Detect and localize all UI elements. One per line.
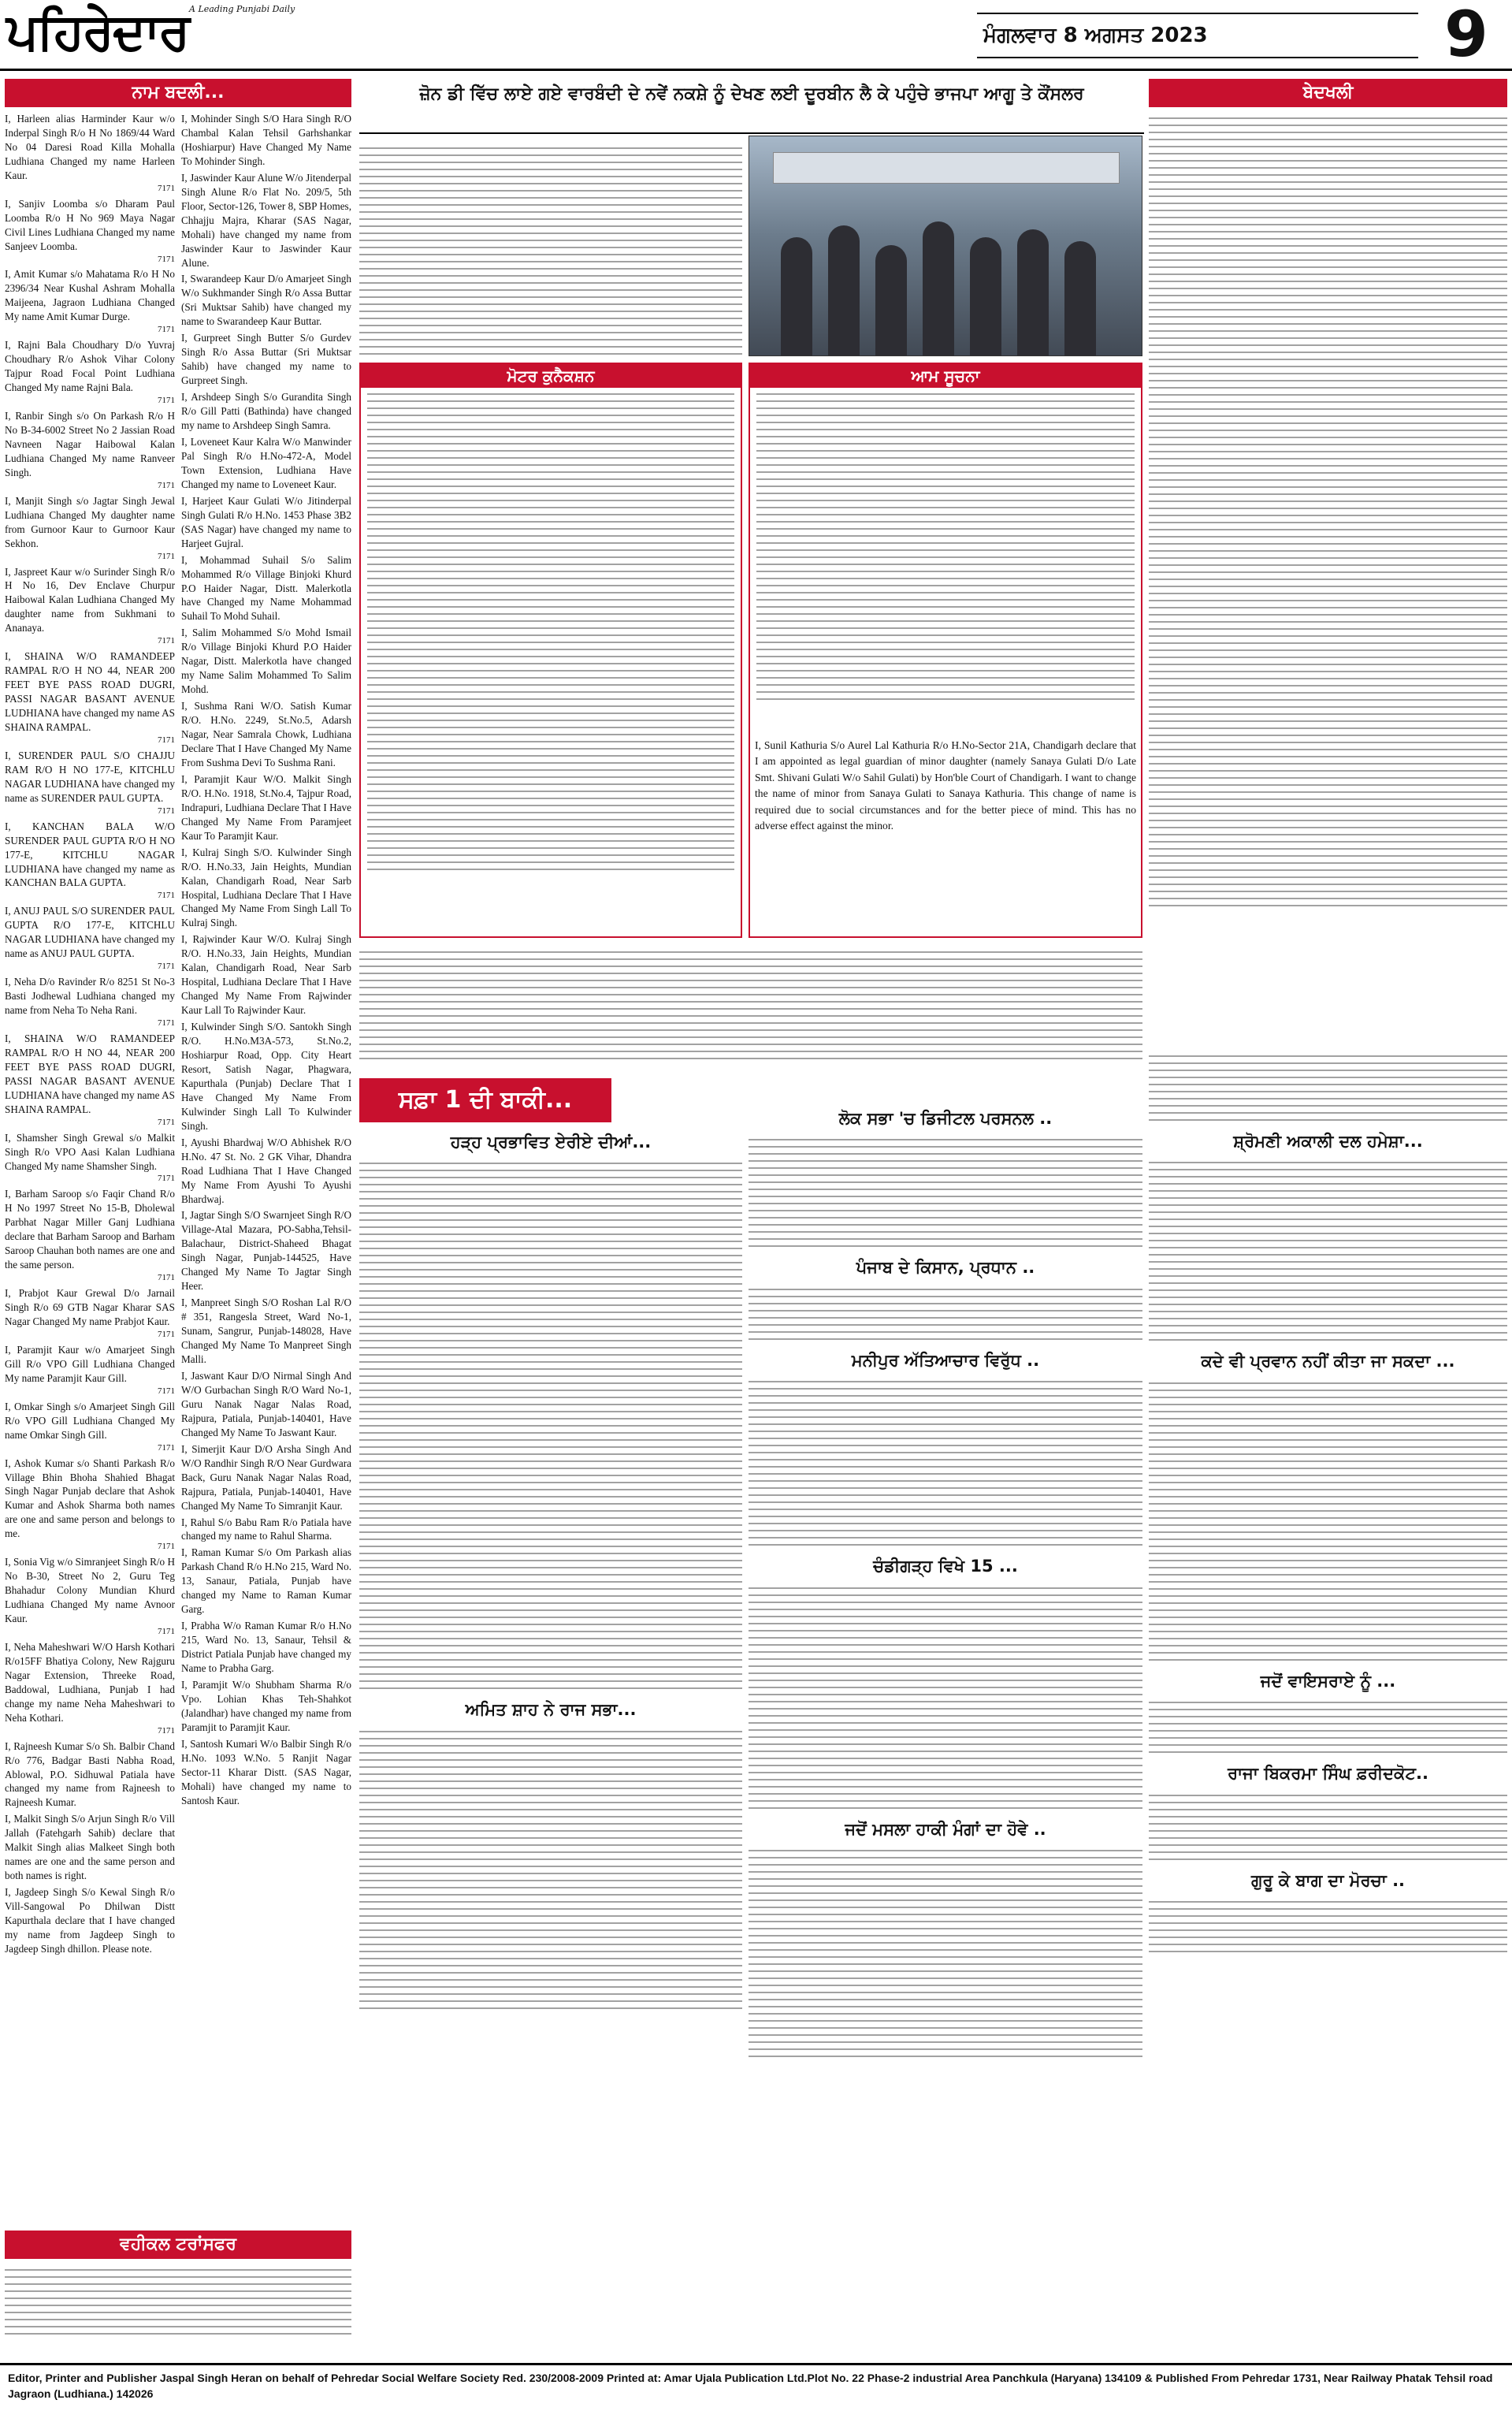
lead-story-text xyxy=(359,142,742,355)
name-change-notice xyxy=(5,494,175,563)
notice-code: 7171 xyxy=(158,806,175,816)
name-change-notice xyxy=(5,749,175,817)
notice-text: I, Mohammad Suhail S/o Salim Mohammed R/o Village Binjoki Khurd P.O Haider Nagar, Distt. Malerkotla have Changed my Name Mohammad Suhail To Mohd Suhail. xyxy=(181,553,351,623)
name-change-notice xyxy=(5,112,175,195)
headline-guru-ka-bagh: ਗੁਰੂ ਕੇ ਬਾਗ ਦਾ ਮੋਰਚਾ .. xyxy=(1250,1870,1406,1890)
notice-text: I, Ashok Kumar s/o Shanti Parkash R/o Village Bhin Bhoha Shahied Bhagat Singh Nagar Punjab declare that Ashok Kumar and Ashok Sharma both names are one and same person and belongs to me. xyxy=(5,1457,175,1540)
notice-text: I, Jaswant Kaur D/O Nirmal Singh And W/O Gurbachan Singh R/O Ward No-1, Guru Nanak Nagar Nalas Road, Rajpura, Patiala, Punjab-140401, Have Changed My Name To Jaswant Kaur. xyxy=(181,1369,351,1438)
name-change-notice xyxy=(5,1187,175,1284)
name-change-notice xyxy=(5,975,175,1029)
name-change-notice xyxy=(5,1640,175,1737)
name-change-notice xyxy=(5,267,175,336)
notice-code: 7171 xyxy=(158,1386,175,1396)
notice-code: 7171 xyxy=(158,962,175,972)
notice-code: 7171 xyxy=(158,1018,175,1028)
notice-code: 7171 xyxy=(158,325,175,335)
notice-text: I, Rahul S/o Babu Ram R/o Patiala have changed my name to Rahul Sharma. xyxy=(181,1516,351,1542)
notice-code: 7171 xyxy=(158,735,175,745)
notice-text: I, Paramjit Kaur W/O. Malkit Singh R/O. H.No. 1918, St.No.4, Tajpur Road, Indrapuri, Ludhiana Declare That I Have Changed My Name From Paramjeet Kaur To Paramjit Kaur. xyxy=(181,772,351,842)
notice-text: I, Paramjit W/o Shubham Sharma R/o Vpo. Lohian Khas Teh-Shahkot (Jalandhar) have changed my name from Paramjit to Paramjit Kaur. xyxy=(181,1678,351,1733)
continued-left-column xyxy=(359,1127,742,2357)
name-change-notice xyxy=(181,390,351,433)
headline-flood: ਹੜ੍ਹ ਪ੍ਰਭਾਵਿਤ ਏਰੀਏ ਦੀਆਂ... xyxy=(450,1133,652,1152)
notice-text: I, Santosh Kumari W/o Balbir Singh R/o H.No. 1093 W.No. 5 Ranjit Nagar Sector-11 Kharar Distt. (SAS Nagar, Mohali) have changed my name to Santosh Kaur. xyxy=(181,1737,351,1806)
notice-text: I, Sushma Rani W/O. Satish Kumar R/O. H.No. 2249, St.No.5, Adarsh Nagar, Near Samrala Chowk, Ludhiana Declare That I Have Changed My Name From Sushma Devi To Sushma Rani. xyxy=(181,700,351,768)
name-change-notice xyxy=(181,553,351,624)
name-change-notice xyxy=(5,565,175,648)
name-change-notice xyxy=(5,1286,175,1341)
notice-text: I, Rajni Bala Choudhary D/o Yuvraj Choudhary R/o Ashok Vihar Colony Tajpur Road Focal Point Ludhiana Changed My name Rajni Bala. xyxy=(5,339,175,394)
headline-punjab-farmers: ਪੰਜਾਬ ਦੇ ਕਿਸਾਨ, ਪ੍ਰਧਾਨ .. xyxy=(856,1258,1035,1278)
notice-code: 7171 xyxy=(158,1273,175,1283)
name-change-notice xyxy=(181,1442,351,1513)
name-change-notice xyxy=(181,772,351,843)
notice-code: 7171 xyxy=(158,396,175,406)
notice-text: I, Omkar Singh s/o Amarjeet Singh Gill R/o VPO Gill Ludhiana Changed My name Omkar Singh Gill. xyxy=(5,1400,175,1441)
name-change-notice xyxy=(181,626,351,697)
notice-code: 7171 xyxy=(158,1117,175,1127)
headline-manipur: ਮਨੀਪੁਰ ਅੱਤਿਆਚਾਰ ਵਿਰੁੱਧ .. xyxy=(851,1350,1040,1370)
name-change-notice xyxy=(181,494,351,551)
notice-code: 7171 xyxy=(158,551,175,561)
notice-code: 7171 xyxy=(158,1174,175,1184)
name-change-notice xyxy=(181,699,351,770)
headline-hockey: ਜਦੋਂ ਮਸਲਾ ਹਾਕੀ ਮੰਗਾਂ ਦਾ ਹੋਵੇ .. xyxy=(845,1819,1046,1839)
name-change-notice xyxy=(5,1555,175,1638)
masthead xyxy=(0,0,1512,71)
notice-code: 7171 xyxy=(158,183,175,193)
name-change-notice xyxy=(5,1343,175,1397)
news-photo xyxy=(749,136,1142,356)
name-change-notice xyxy=(181,112,351,169)
right-continued-stories xyxy=(1149,1050,1507,2342)
vehicle-transfer-text xyxy=(5,2264,351,2366)
notice-text: I, Harleen alias Harminder Kaur w/o Inderpal Singh R/o H No 1869/44 Ward No 04 Daresi Road Killa Mohalla Ludhiana Changed my name Harleen Kaur. xyxy=(5,113,175,181)
name-change-notice xyxy=(181,1136,351,1207)
headline-chandigarh: ਚੰਡੀਗੜ੍ਹ ਵਿਖੇ 15 ... xyxy=(873,1557,1018,1576)
notice-text: I, Simerjit Kaur D/O Arsha Singh And W/O Randhir Singh R/O Near Gurdwara Back, Guru Nanak Nagar Nalas Road, Rajpura, Patiala, Punjab-140401, Have Changed My Name To Simranjit Kaur. xyxy=(181,1442,351,1512)
notice-text: I, Sonia Vig w/o Simranjeet Singh R/o H No B-30, Street No 2, Guru Teg Bhahadur Colony Mundian Khurd Ludhiana Changed My name Avnoor Kaur. xyxy=(5,1556,175,1625)
name-change-notice xyxy=(181,272,351,329)
dateline: ਮੰਗਲਵਾਰ 8 ਅਗਸਤ 2023 xyxy=(977,13,1418,58)
name-change-notice xyxy=(5,820,175,902)
headline-never-accepted: ਕਦੇ ਵੀ ਪ੍ਰਵਾਨ ਨਹੀਂ ਕੀਤਾ ਜਾ ਸਕਦਾ ... xyxy=(1201,1352,1455,1371)
notice-text: I, Swarandeep Kaur D/o Amarjeet Singh W/o Sukhmander Singh R/o Assa Buttar (Sri Muktsar Sahib) have changed my name to Swarandeep Kaur Buttar. xyxy=(181,273,351,328)
name-change-column xyxy=(5,79,351,2357)
section-title-eviction: ਬੇਦਖਲੀ xyxy=(1149,79,1507,107)
notice-code: 7171 xyxy=(158,480,175,490)
name-change-notice xyxy=(181,1296,351,1367)
notice-text: I, Jagdeep Singh S/o Kewal Singh R/o Vill-Sangowal Po Dhilwan Distt Kapurthala declare that I have changed my name from Jagdeep Singh to Jagdeep Singh dhillon. Please note. xyxy=(5,1886,175,1955)
name-change-notice xyxy=(5,904,175,973)
headline-viceroy: ਜਦੋਂ ਵਾਇਸਰਾਏ ਨੂੰ ... xyxy=(1260,1671,1396,1691)
notice-text: I, Malkit Singh S/o Arjun Singh R/o Vill Jallah (Fatehgarh Sahib) declare that Malkit Singh alias Malkeet Singh both names are one and the same person and both names is right. xyxy=(5,1813,175,1882)
name-change-notice xyxy=(5,649,175,746)
eviction-column xyxy=(1149,79,1507,2357)
notice-text: I, Loveneet Kaur Kalra W/o Manwinder Pal Singh R/o H.No-472-A, Model Town Extension, Ludhiana Have Changed my name to Loveneet Kaur. xyxy=(181,435,351,490)
name-change-notice xyxy=(5,1400,175,1454)
notice-text: I, Harjeet Kaur Gulati W/o Jitinderpal Singh Gulati R/o H.No. 1453 Phase 3B2 (SAS Nagar) have changed my name to Harjeet Gujral. xyxy=(181,494,351,549)
name-change-notice xyxy=(5,1131,175,1185)
name-change-notice xyxy=(181,932,351,1018)
notice-text: I, SURENDER PAUL S/O CHAJJU RAM R/O H NO 177-E, KITCHLU NAGAR LUDHIANA have changed my name as SURENDER PAUL GUPTA. xyxy=(5,749,175,804)
notice-text: I, Rajneesh Kumar S/o Sh. Balbir Chand R/o 776, Badgar Basti Nabha Road, Ablowal, P.O. Sidhuwal Patiala have changed my name from Rajneesh to Rajneesh Kumar. xyxy=(5,1739,175,1809)
guardian-notice: I, Sunil Kathuria S/o Aurel Lal Kathuria R/o H.No-Sector 21A, Chandigarh declare that I am appointed as legal guardian of minor daughter (namely Sanaya Gulati D/o Late Smt. Shivani Gulati W/o Sahil Gulati) by Hon'ble Court of Chandigarh. I want to change the name of minor from Sanaya Gulati to Sanaya Kathuria. This change of name is required due to social circumstances and for the better piece of mind. This has no adverse effect against the minor. xyxy=(755,739,1136,832)
notice-text: I, Paramjit Kaur w/o Amarjeet Singh Gill R/o VPO Gill Ludhiana Changed My name Paramjit Kaur Gill. xyxy=(5,1343,175,1384)
notice-code: 7171 xyxy=(158,1725,175,1736)
name-change-notice xyxy=(181,1516,351,1544)
notice-text: I, Mohinder Singh S/O Hara Singh R/O Chambal Kalan Tehsil Garhshankar (Hoshiarpur) Have Changed My Name To Mohinder Singh. xyxy=(181,113,351,167)
notice-text: I, Prabha W/o Raman Kumar R/o H.No 215, Ward No. 13, Sanaur, Tehsil & District Patiala Punjab have changed my Name to Prabha Garg. xyxy=(181,1620,351,1675)
name-change-notice xyxy=(181,1369,351,1440)
notice-text: I, Sanjiv Loomba s/o Dharam Paul Loomba R/o H No 969 Maya Nagar Civil Lines Ludhiana Changed my name Sanjeev Loomba. xyxy=(5,197,175,252)
motor-connection-title: ਮੋਟਰ ਕੁਨੈਕਸ਼ਨ xyxy=(361,364,741,388)
logo-tagline: A Leading Punjabi Daily xyxy=(189,4,295,14)
name-change-notice xyxy=(5,338,175,407)
name-change-notice xyxy=(5,1457,175,1553)
name-change-notice xyxy=(181,1619,351,1676)
motor-connection-box xyxy=(359,363,742,938)
notice-text: I, Rajwinder Kaur W/O. Kulraj Singh R/O. H.No.33, Jain Heights, Mundian Kalan, Chandigarh Road, Near Sarb Hospital, Ludhiana Declare That I Have Changed My Name From Rajwinder Kaur Lall To Rajwinder Kaur. xyxy=(181,933,351,1017)
name-change-notice xyxy=(5,1885,175,1956)
notice-text: I, Ayushi Bhardwaj W/O Abhishek R/O H.No. 47 St. No. 2 GK Vihar, Dhandra Road Ludhiana That I Have Changed My Name From Ayushi To Ayushi Bhardwaj. xyxy=(181,1136,351,1205)
section-title-vehicle-transfer: ਵਹੀਕਲ ਟਰਾਂਸਫਰ xyxy=(5,2231,351,2259)
notice-code: 7171 xyxy=(158,1329,175,1339)
notice-code: 7171 xyxy=(158,891,175,901)
headline-raja-bikrama: ਰਾਜਾ ਬਿਕਰਮਾ ਸਿੰਘ ਫ਼ਰੀਦਕੋਟ.. xyxy=(1228,1764,1428,1784)
section-title-name-change: ਨਾਮ ਬਦਲੀ... xyxy=(5,79,351,107)
main-news-column xyxy=(359,79,1144,2357)
notice-text: I, Jaswinder Kaur Alune W/o Jitenderpal Singh Alune R/o Flat No. 209/5, 5th Floor, Sector-126, Tower 8, SBP Homes, Chhajju Majra, Kharar (SAS Nagar, Mohali) have changed my name from Jaswinder Kaur to Jaswinder Kaur Alune. xyxy=(181,171,351,269)
name-change-notice xyxy=(181,171,351,270)
notice-text: I, Kulwinder Singh S/O. Santokh Singh R/O. H.No.M3A-573, St.No.2, Hoshiarpur Road, Opp. City Heart Resort, Satish Nagar, Phagwara, Kapurthala (Punjab) Declare That I Have Changed My Name From Kulwinder Singh Lall To Kulwinder Singh. xyxy=(181,1021,351,1132)
name-change-notice xyxy=(181,1737,351,1808)
name-change-notice xyxy=(181,1546,351,1617)
name-change-list-2 xyxy=(181,112,351,2224)
notice-text: I, Gurpreet Singh Butter S/o Gurdev Singh R/o Assa Buttar (Sri Muktsar Sahib) have changed my name to Gurpreet Singh. xyxy=(181,332,351,387)
lead-headline: ਜ਼ੋਨ ਡੀ ਵਿੱਚ ਲਾਏ ਗਏ ਵਾਰਬੰਦੀ ਦੇ ਨਵੇਂ ਨਕਸ਼ੇ ਨੂੰ ਦੇਖਣ ਲਈ ਦੂਰਬੀਨ ਲੈ ਕੇ ਪਹੁੰਚੇ ਭਾਜਪਾ ਆਗੂ ਤੇ ਕੌਂਸਲਰ xyxy=(359,79,1144,134)
headline-shiromani: ਸ਼੍ਰੋਮਣੀ ਅਕਾਲੀ ਦਲ ਹਮੇਸ਼ਾ... xyxy=(1233,1132,1423,1151)
newspaper-logo: ਪਹਿਰੇਦਾਰ xyxy=(6,3,189,61)
name-change-notice xyxy=(181,1208,351,1293)
imprint-footer: Editor, Printer and Publisher Jaspal Singh Heran on behalf of Pehredar Social Welfare Society Red. 230/2008-2009 Printed at: Amar Ujala Publication Ltd.Plot No. 22 Phase-2 industrial Area Panchkula (Haryana) 134109 & Published From Pehredar 1731, Near Railway Phatak Tehsil road Jagraon (Ludhiana.) 142026 xyxy=(0,2363,1512,2411)
notice-text: I, Kulraj Singh S/O. Kulwinder Singh R/O. H.No.33, Jain Heights, Mundian Kalan, Chandigarh Road, Near Sarb Hospital, Ludhiana Declare That I Have Changed My Name From Singh Lall To Kulraj Singh. xyxy=(181,846,351,929)
name-change-notice xyxy=(181,846,351,931)
notice-code: 7171 xyxy=(158,1542,175,1552)
public-notice-title: ਆਮ ਸੂਚਨਾ xyxy=(750,364,1141,388)
notice-text: I, Ranbir Singh s/o On Parkash R/o H No B-34-6002 Street No 2 Jassian Road Navneen Nagar Haibowal Kalan Ludhiana Changed My name Ranveer Singh. xyxy=(5,410,175,478)
name-change-notice xyxy=(181,435,351,492)
name-change-notice xyxy=(5,1739,175,1810)
notice-text: I, Neha Maheshwari W/O Harsh Kothari R/o15FF Bhatiya Colony, New Rajguru Nagar Extension, Threeke Road, Baddowal, Ludhiana, Punjab I had change my name Neha Maheshwari to Neha Kothari. xyxy=(5,1640,175,1724)
notice-text: I, ANUJ PAUL S/O SURENDER PAUL GUPTA R/O 177-E, KITCHLU NAGAR LUDHIANA have changed my name as ANUJ PAUL GUPTA. xyxy=(5,905,175,960)
name-change-notice xyxy=(5,409,175,492)
notice-text: I, Manpreet Singh S/O Roshan Lal R/O # 351, Rangesla Street, Ward No-1, Sunam, Sangrur, Punjab-148028, Have Changed My Name To Manpreet Singh Malli. xyxy=(181,1297,351,1366)
name-change-notice xyxy=(5,1032,175,1129)
name-change-notice xyxy=(181,331,351,388)
continued-right-column xyxy=(749,1103,1142,2357)
notice-code: 7171 xyxy=(158,1626,175,1636)
eviction-notices xyxy=(1149,112,1507,1050)
notice-text: I, SHAINA W/O RAMANDEEP RAMPAL R/O H NO 44, NEAR 200 FEET BYE PASS ROAD DUGRI, PASSI NAGAR BASANT AVENUE LUDHIANA have changed my name AS SHAINA RAMPAL. xyxy=(5,650,175,733)
continued-from-page-1: ਸਫ਼ਾ 1 ਦੀ ਬਾਕੀ... xyxy=(359,1078,611,1122)
notice-code: 7171 xyxy=(158,254,175,264)
notice-text: I, Amit Kumar s/o Mahatama R/o H No 2396/34 Near Kushal Ashram Mohalla Maijeena, Jagraon Ludhiana Changed My name Amit Kumar Durge. xyxy=(5,268,175,323)
notice-text: I, Prabjot Kaur Grewal D/o Jarnail Singh R/o 69 GTB Nagar Kharar SAS Nagar Changed My name Prabjot Kaur. xyxy=(5,1287,175,1328)
notice-text: I, Raman Kumar S/o Om Parkash alias Parkash Chand R/o H.No 215, Ward No. 13, Sanaur, Patiala, Punjab have changed my Name to Raman Kumar Garg. xyxy=(181,1546,351,1616)
notice-text: I, Jagtar Singh S/O Swarnjeet Singh R/O Village-Atal Mazara, PO-Sabha,Tehsil-Balachaur, District-Shaheed Bhagat Singh Nagar, Punjab-144525, Have Changed My Name To Jagtar Singh Heer. xyxy=(181,1209,351,1293)
notice-text: I, SHAINA W/O RAMANDEEP RAMPAL R/O H NO 44, NEAR 200 FEET BYE PASS ROAD DUGRI, PASSI NAGAR BASANT AVENUE LUDHIANA have changed my name AS SHAINA RAMPAL. xyxy=(5,1032,175,1115)
notice-text: I, Shamsher Singh Grewal s/o Malkit Singh R/o VPO Aasi Kalan Ludhiana Changed My name Shamsher Singh. xyxy=(5,1131,175,1172)
notice-text: I, Manjit Singh s/o Jagtar Singh Jewal Ludhiana Changed My daughter name from Gurnoor Kaur to Gurnoor Kaur Sekhon. xyxy=(5,494,175,549)
notice-text: I, Salim Mohammed S/o Mohd Ismail R/o Village Binjoki Khurd P.O Haider Nagar, Distt. Malerkotla have changed my Name Salim Mohammed To Salim Mohd. xyxy=(181,627,351,696)
name-change-notice xyxy=(5,197,175,266)
headline-amit-shah: ਅਮਿਤ ਸ਼ਾਹ ਨੇ ਰਾਜ ਸਭਾ... xyxy=(465,1700,637,1720)
name-change-notice xyxy=(181,1678,351,1735)
notice-text: I, Arshdeep Singh S/o Gurandita Singh R/o Gill Patti (Bathinda) have changed my name to Arshdeep Singh Samra. xyxy=(181,391,351,432)
name-change-notice xyxy=(181,1020,351,1133)
headline-lok-sabha: ਲੋਕ ਸਭਾ 'ਚ ਡਿਜੀਟਲ ਪਰਸਨਲ .. xyxy=(838,1109,1053,1128)
page-number: 9 xyxy=(1444,0,1488,71)
notice-text: I, Neha D/o Ravinder R/o 8251 St No-3 Basti Jodhewal Ludhiana changed my name from Neha To Neha Rani. xyxy=(5,976,175,1017)
notice-text: I, Barham Saroop s/o Faqir Chand R/o H No 1997 Street No 15-B, Dholewal Parbhat Nagar Miller Ganj Ludhiana declare that Barham Saroop and Barham Saroop Chauhan both names are one and the same person. xyxy=(5,1188,175,1271)
public-notice-box xyxy=(749,363,1142,938)
notice-code: 7171 xyxy=(158,1442,175,1453)
notice-text: I, KANCHAN BALA W/O SURENDER PAUL GUPTA R/O H NO 177-E, KITCHLU NAGAR LUDHIANA have changed my name as KANCHAN BALA GUPTA. xyxy=(5,820,175,889)
notice-code: 7171 xyxy=(158,636,175,646)
notice-text: I, Jaspreet Kaur w/o Surinder Singh R/o H No 16, Dev Enclave Churpur Haibowal Kalan Ludhiana Changed My daughter name from Sukhmani to Ananaya. xyxy=(5,565,175,634)
name-change-list-1 xyxy=(5,112,175,2224)
name-change-notice xyxy=(5,1812,175,1883)
